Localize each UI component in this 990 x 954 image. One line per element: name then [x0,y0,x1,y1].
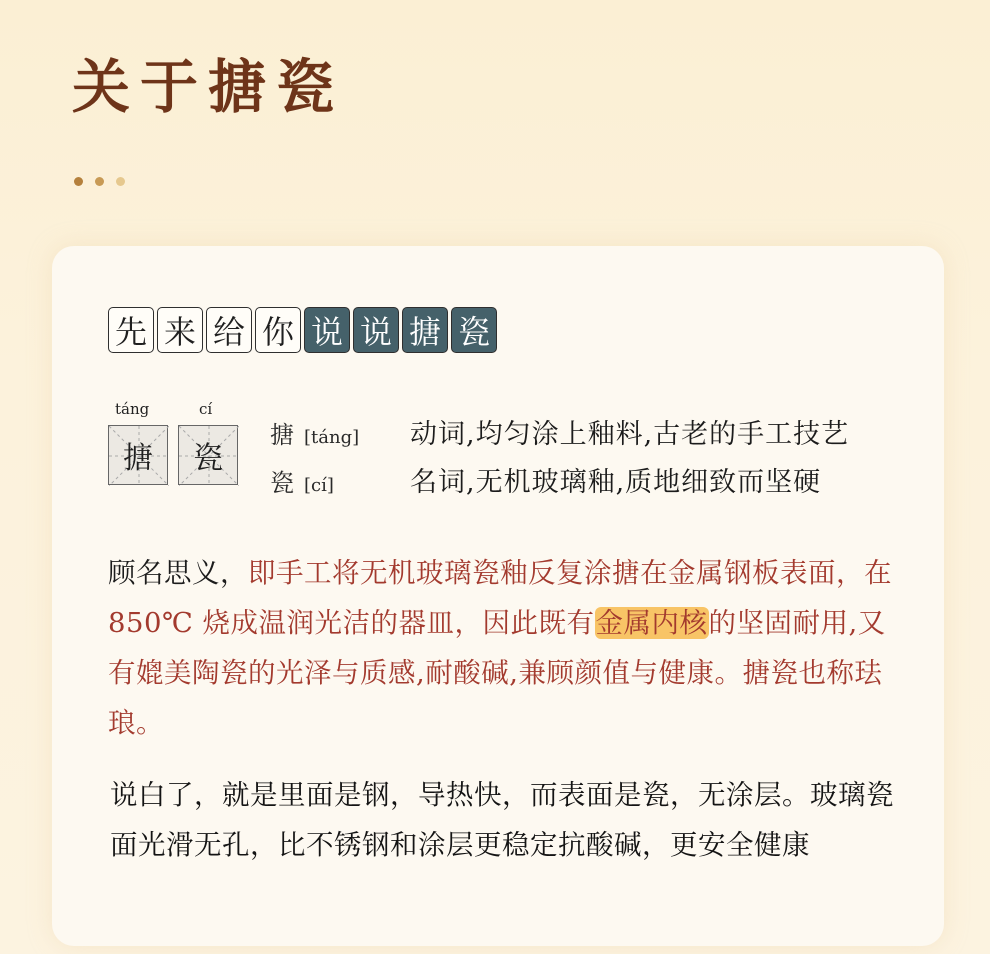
char-grid-tang [108,425,168,485]
heading-char: 来 [157,307,203,353]
heading-char-highlight: 说 [353,307,399,353]
heading-char: 先 [108,307,154,353]
definition-row-tang [270,412,849,451]
heading-char-highlight: 搪 [402,307,448,353]
heading-char: 你 [255,307,301,353]
definition-pinyin: [cí] [304,475,334,496]
definition-pinyin: [táng] [304,427,360,448]
para-red-text-2: 的坚固耐用,又有媲美陶瓷的光泽与质感,耐酸碱,兼顾颜值与健康。搪瓷也称珐琅。 [108,607,886,739]
para-red-text: 即手工将无机玻璃瓷釉反复涂搪在金属钢板表面，在 850℃ 烧成温润光洁的器皿，因此既有 [108,557,892,639]
heading-char: 给 [206,307,252,353]
page-title: 关于搪瓷 [72,53,345,121]
explanation-paragraph [108,548,898,748]
definition-text: 动词,均匀涂上釉料,古老的手工技艺 [410,419,850,450]
definition-row-ci [270,460,821,499]
dot-2 [95,177,104,186]
char-grid-ci [178,425,238,485]
highlight-metal-core: 金属内核 [595,607,708,639]
grid-char: 瓷 [193,441,223,476]
grid-char: 搪 [123,441,153,476]
decorative-dots [74,177,125,186]
definition-char: 瓷 [270,469,294,497]
dot-3 [116,177,125,186]
pinyin-ci: cí [199,400,213,418]
definition-char: 搪 [270,421,294,449]
definition-text: 名词,无机玻璃釉,质地细致而坚硬 [410,467,822,498]
para-lead: 顾名思义， [108,557,248,589]
pinyin-tang: táng [115,400,150,418]
section-heading [108,307,500,353]
dot-1 [74,177,83,186]
heading-char-highlight: 说 [304,307,350,353]
heading-char-highlight: 瓷 [451,307,497,353]
summary-paragraph: 说白了，就是里面是钢，导热快，而表面是瓷，无涂层。玻璃瓷面光滑无孔，比不锈钢和涂层更稳定抗酸碱，更安全健康 [110,779,894,861]
